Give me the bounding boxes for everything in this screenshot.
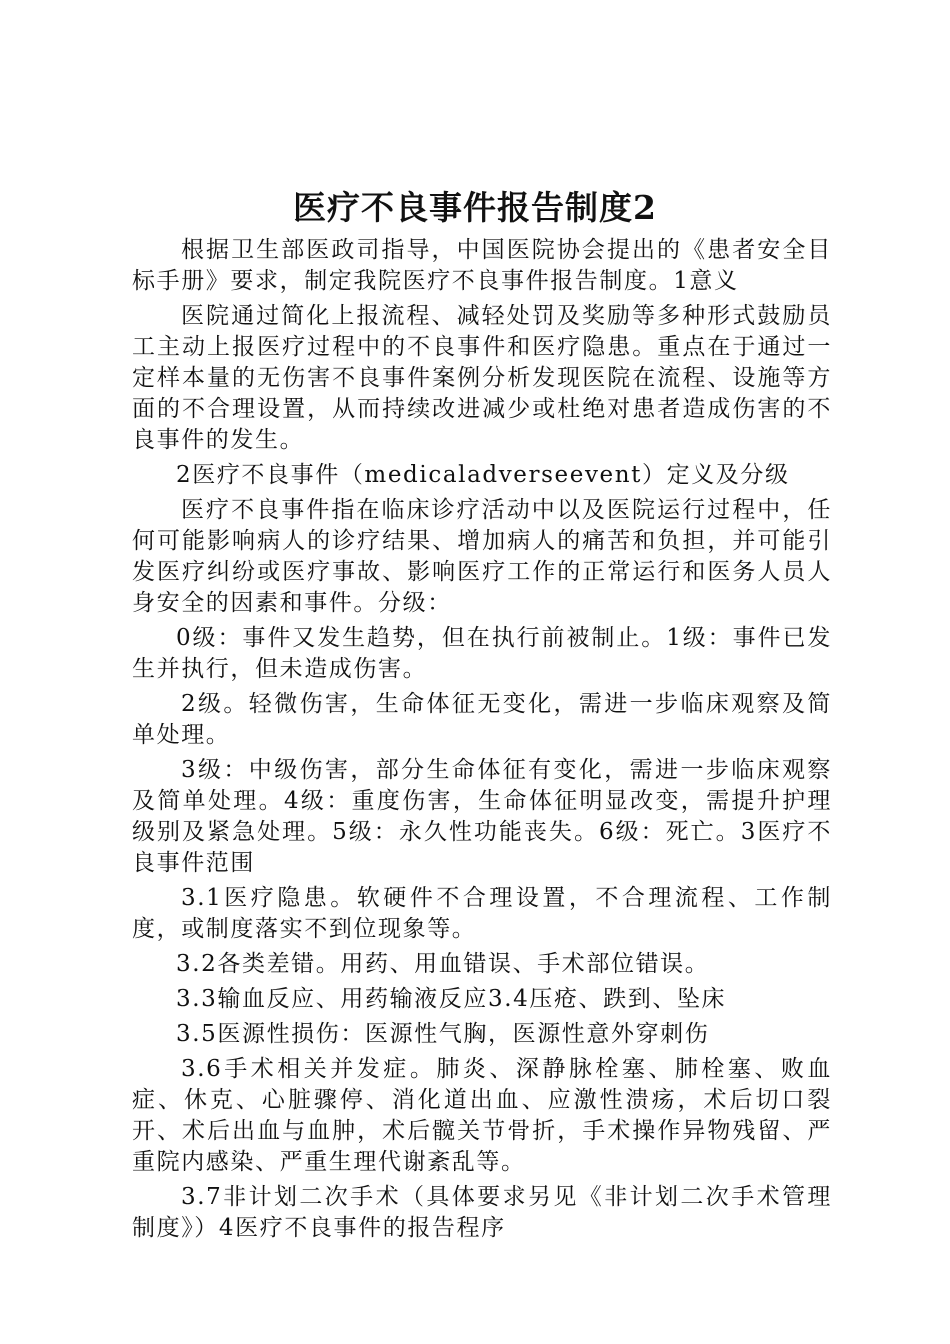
paragraph-scope-3-1: 3.1医疗隐患。软硬件不合理设置，不合理流程、工作制度，或制度落实不到位现象等。 <box>132 885 832 942</box>
paragraph-scope-3-6: 3.6手术相关并发症。肺炎、深静脉栓塞、肺栓塞、败血症、休克、心脏骤停、消化道出血、应激性溃疡，术后切口裂开、术后出血与血肿，术后髋关节骨折，手术操作异物残留、严重院内感染、严重生理代谢紊乱等。 <box>132 1056 832 1175</box>
paragraph-scope-3-3: 3.3输血反应、用药输液反应3.4压疮、跌到、坠床 <box>176 986 727 1012</box>
paragraph-definition: 医疗不良事件指在临床诊疗活动中以及医院运行过程中，任何可能影响病人的诊疗结果、增加病人的痛苦和负担，并可能引发医疗纠纷或医疗事故、影响医疗工作的正常运行和医务人员人身安全的因素和事件。分级： <box>132 497 832 616</box>
paragraph-grade-0-1: 0级：事件又发生趋势，但在执行前被制止。1级：事件已发生并执行，但未造成伤害。 <box>132 625 832 682</box>
paragraph-scope-3-2: 3.2各类差错。用药、用血错误、手术部位错误。 <box>176 951 710 977</box>
paragraph-grade-3-6: 3级：中级伤害，部分生命体征有变化，需进一步临床观察及简单处理。4级：重度伤害，生命体征明显改变，需提升护理级别及紧急处理。5级：永久性功能丧失。6级：死亡。3医疗不良事件范围 <box>132 757 832 876</box>
paragraph-grade-2: 2级。轻微伤害，生命体征无变化，需进一步临床观察及简单处理。 <box>132 691 832 748</box>
section-heading-definition: 2医疗不良事件（medicaladverseevent）定义及分级 <box>176 462 790 488</box>
paragraph-scope-3-5: 3.5医源性损伤：医源性气胸，医源性意外穿刺伤 <box>176 1021 710 1047</box>
paragraph-intro: 根据卫生部医政司指导，中国医院协会提出的《患者安全目标手册》要求，制定我院医疗不良事件报告制度。1意义 <box>132 237 832 294</box>
document-title: 医疗不良事件报告制度2 <box>293 188 657 227</box>
paragraph-purpose: 医院通过简化上报流程、减轻处罚及奖励等多种形式鼓励员工主动上报医疗过程中的不良事件和医疗隐患。重点在于通过一定样本量的无伤害不良事件案例分析发现医院在流程、设施等方面的不合理设置，从而持续改进减少或杜绝对患者造成伤害的不良事件的发生。 <box>132 303 832 453</box>
paragraph-scope-3-7: 3.7非计划二次手术（具体要求另见《非计划二次手术管理制度》）4医疗不良事件的报告程序 <box>132 1184 832 1241</box>
document-body <box>132 235 832 1248</box>
